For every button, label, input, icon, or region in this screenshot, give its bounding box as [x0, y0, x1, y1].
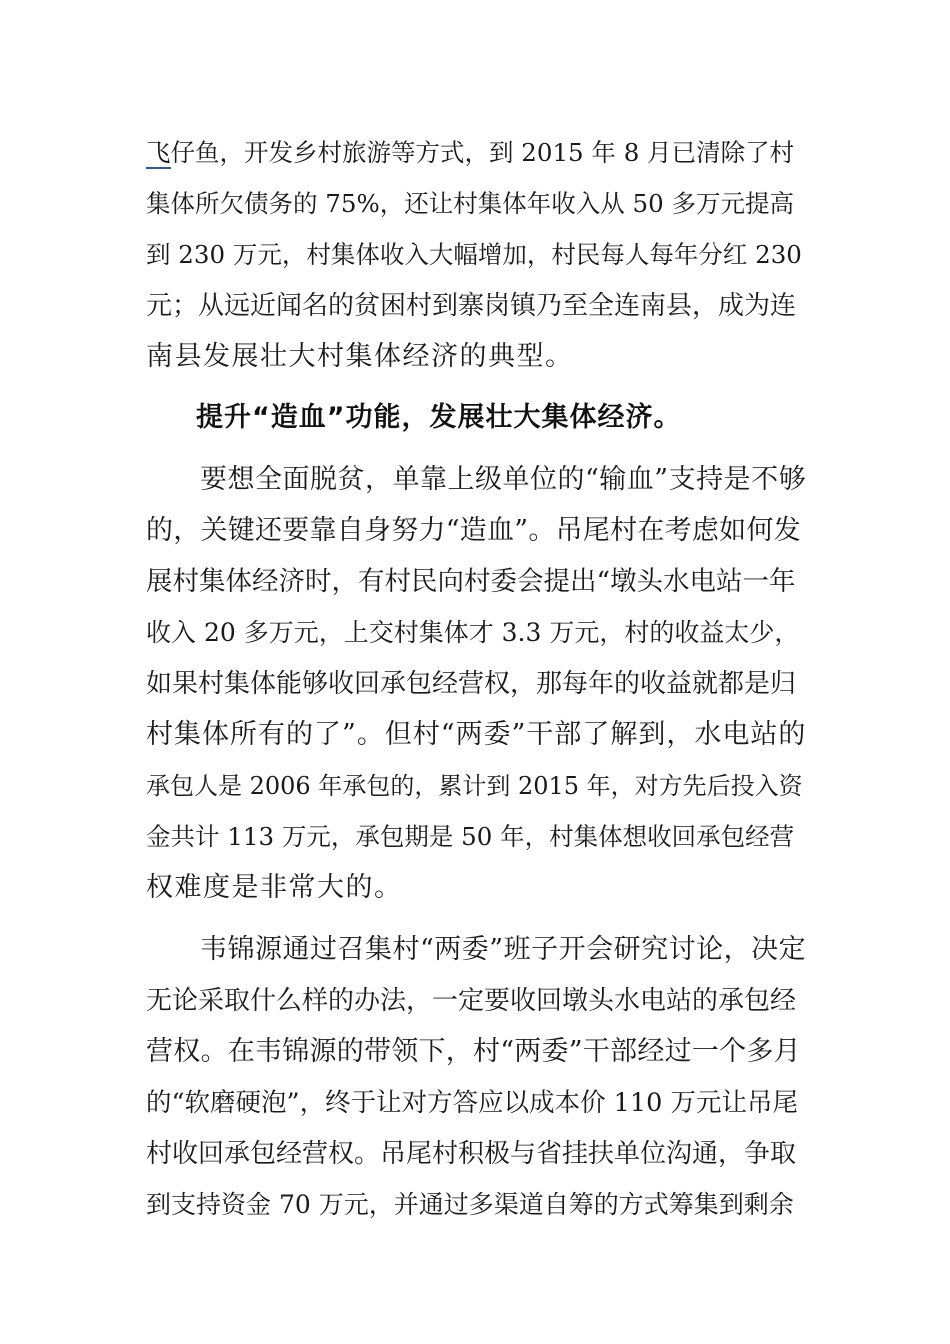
paragraph-2-line-2: 的，关键还要靠自身努力“造血”。吊尾村在考虑如何发 [146, 515, 801, 546]
paragraph-1-line-3: 到 230 万元，村集体收入大幅增加，村民每人每年分红 230 [146, 240, 802, 269]
paragraph-1-line-1-text: 仔鱼，开发乡村旅游等方式，到 2015 年 8 月已清除了村 [170, 138, 795, 167]
paragraph-1-line-2: 集体所欠债务的 75%，还让村集体年收入从 50 多万元提高 [146, 189, 794, 218]
section-heading: 提升“造血”功能，发展壮大集体经济。 [196, 402, 682, 433]
paragraph-2-line-6: 村集体所有的了”。但村“两委”干部了解到，水电站的 [146, 719, 807, 750]
paragraph-3-line-3: 营权。在韦锦源的带领下，村“两委”干部经过一个多月 [146, 1036, 801, 1067]
paragraph-2-line-9: 权难度是非常大的。 [146, 872, 403, 903]
paragraph-2-line-8: 金共计 113 万元，承包期是 50 年，村集体想收回承包经营 [146, 822, 795, 851]
paragraph-1-line-4: 元；从远近闻名的贫困村到寨岗镇乃至全连南县，成为连 [146, 291, 797, 321]
paragraph-2-line-1: 要想全面脱贫，单靠上级单位的“输血”支持是不够 [200, 464, 807, 495]
paragraph-2-line-4: 收入 20 多万元，上交村集体才 3.3 万元，村的收益太少， [146, 618, 800, 647]
paragraph-2-line-7: 承包人是 2006 年承包的，累计到 2015 年，对方先后投入资 [146, 772, 803, 800]
paragraph-2-line-5: 如果村集体能够收回承包经营权，那每年的收益就都是归 [146, 669, 797, 699]
paragraph-3-line-5: 村收回承包经营权。吊尾村积极与省挂扶单位沟通，争取 [146, 1139, 797, 1169]
paragraph-1-line-1 [146, 136, 806, 170]
paragraph-3-line-6: 到支持资金 70 万元，并通过多渠道自筹的方式筹集到剩余 [146, 1190, 794, 1219]
paragraph-3-line-4: 的“软磨硬泡”，终于让对方答应以成本价 110 万元让吊尾 [146, 1088, 798, 1118]
paragraph-3-line-1: 韦锦源通过召集村“两委”班子开会研究讨论，决定 [200, 934, 807, 965]
paragraph-1-line-5: 南县发展壮大村集体经济的典型。 [146, 341, 574, 372]
spellcheck-marked-char: 飞 [146, 138, 171, 167]
paragraph-3-line-2: 无论采取什么样的办法，一定要收回墩头水电站的承包经 [146, 986, 797, 1016]
paragraph-2-line-3: 展村集体经济时，有村民向村委会提出“墩头水电站一年 [146, 566, 796, 597]
